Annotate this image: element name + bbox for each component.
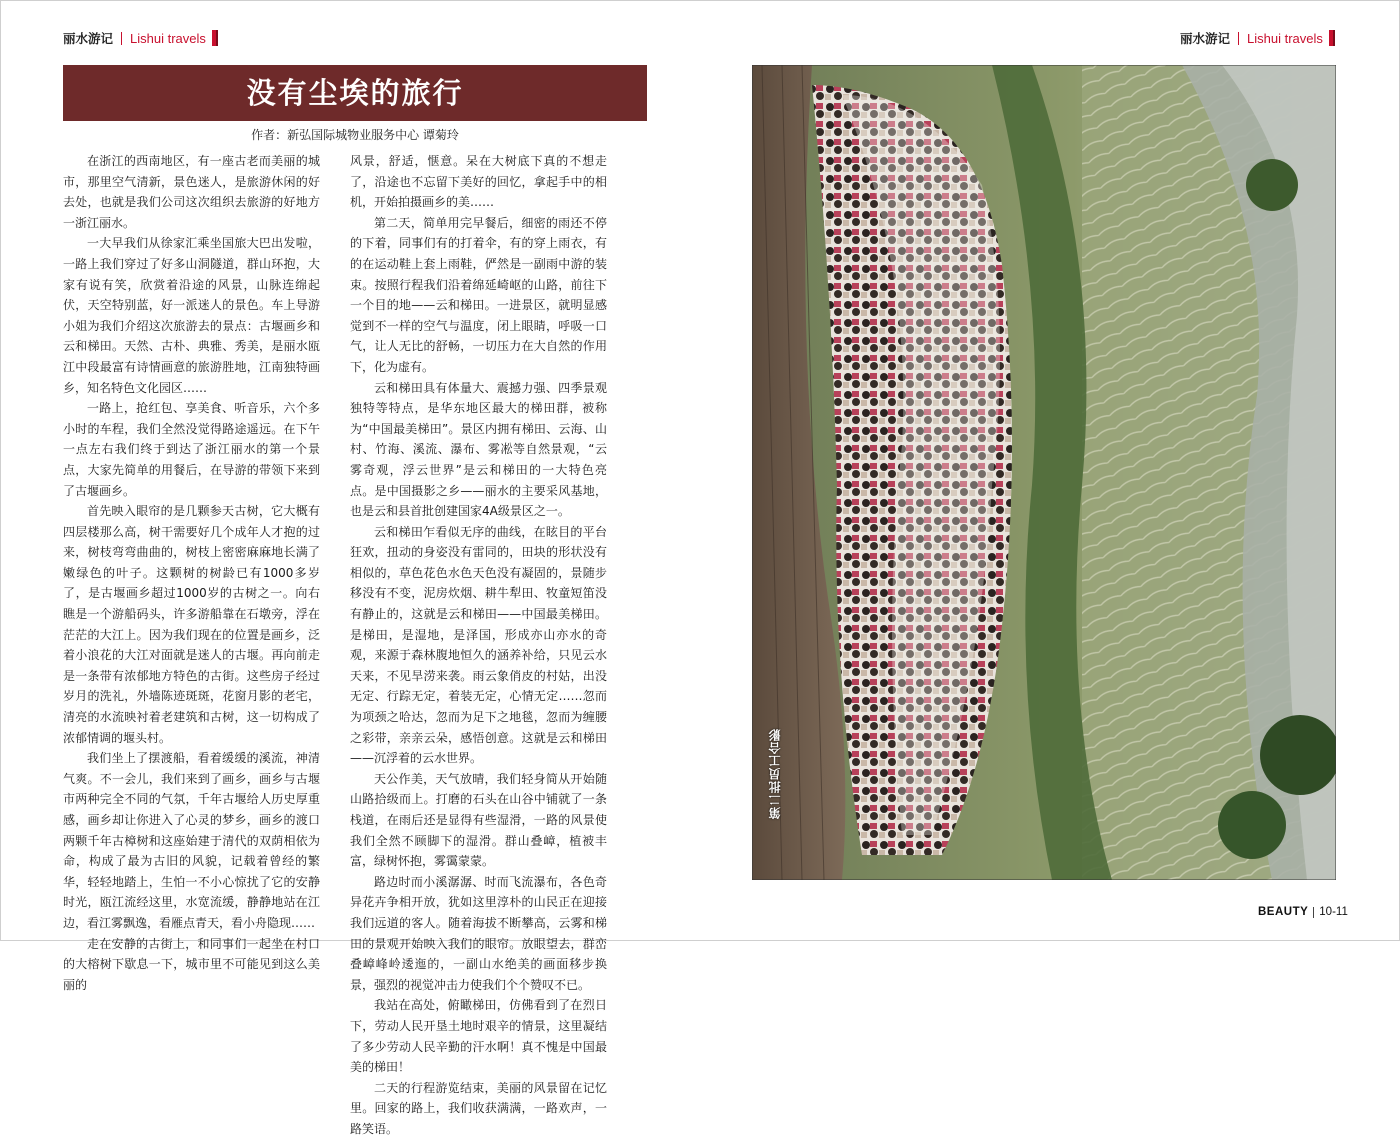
paragraph: 我们坐上了摆渡船，看着缓缓的溪流，神清气爽。不一会儿，我们来到了画乡，画乡与古堰市两种完全不同的气氛，千年古堰给人历史厚重感，画乡却让你进入了心灵的梦乡，画乡的渡口两颗千年古樟树和这座始建于清代的双荫相依为命，构成了最为古旧的风貌，记载着曾经的繁华，轻轻地踏上，生怕一不小心惊扰了它的安静时光，瓯江流经这里，水宽流缓，静静地站在江边，看江雾飘逸，看雁点青天，看小舟隐现…… <box>63 751 320 930</box>
header-section-en: Lishui travels <box>130 30 206 46</box>
paragraph: 在浙江的西南地区，有一座古老而美丽的城市，那里空气清新，景色迷人，是旅游休闲的好去处，也就是我们公司这次组织去旅游的好地方一浙江丽水。 <box>63 154 320 230</box>
title-band <box>63 65 647 121</box>
header-red-marker <box>212 30 218 46</box>
group-photo <box>752 65 1336 880</box>
paragraph: 走在安静的古街上，和同事们一起坐在村口的大榕树下歇息一下，城市里不可能见到这么美丽的 <box>63 936 320 992</box>
paragraph: 云和梯田乍看似无序的曲线，在眩目的平台狂欢，扭动的身姿没有雷同的，田块的形状没有相似的，草色花色水色天色没有凝固的，景随步移没有不变，泥房炊烟、耕牛犁田、牧童短笛没有静止的，这就是云和梯田——中国最美梯田。是梯田，是湿地，是泽国，形成亦山亦水的奇观，来源于森林腹地恒久的涵养补给，只见云水天来，不见旱涝来袭。雨云象俏皮的村姑，出没无定、行踪无定，着装无定，心情无定……忽而为项颈之哈达，忽而为足下之地毯，忽而为缠腰之彩带，亲亲云朵，感悟创意。这就是云和梯田——沉浮着的云水世界。 <box>350 524 607 766</box>
header-section-cn: 丽水游记 <box>63 31 114 46</box>
paragraph: 云和梯田具有体量大、震撼力强、四季景观独特等特点，是华东地区最大的梯田群，被称为“中国最美梯田”。景区内拥有梯田、云海、山村、竹海、溪流、瀑布、雾凇等自然景观，“云雾奇观，浮云世界”是云和梯田的一大特色亮点。是中国摄影之乡——丽水的主要采风基地，也是云和县首批创建国家4A级景区之一。 <box>350 380 607 519</box>
paragraph-continued: 风景，舒适，惬意。呆在大树底下真的不想走了，沿途也不忘留下美好的回忆，拿起手中的相机，开始拍摄画乡的美…… <box>350 154 607 210</box>
text-column-1 <box>63 151 320 995</box>
header-section-en: Lishui travels <box>1247 30 1323 46</box>
magazine-name: BEAUTY <box>1258 906 1309 918</box>
paragraph: 一路上，抢红包、享美食、听音乐，六个多小时的车程，我们全然没觉得路途遥远。在下午一点左右我们终于到达了浙江丽水的第一个景点，大家先简单的用餐后，在导游的带领下来到了古堰画乡。 <box>63 401 320 498</box>
paragraph: 第二天，简单用完早餐后，细密的雨还不停的下着，同事们有的打着伞，有的穿上雨衣，有的在运动鞋上套上雨鞋，俨然是一副雨中游的装束。按照行程我们沿着绵延崎岖的山路，前往下一个目的地——云和梯田。一进景区，就明显感觉到不一样的空气与温度，闭上眼睛，呼吸一口气，让人无比的舒畅，一切压力在大自然的作用下，化为虚有。 <box>350 215 607 374</box>
article-title: 没有尘埃的旅行 <box>246 76 464 110</box>
running-header-right <box>1180 29 1335 47</box>
group-photo-illustration <box>752 65 1336 880</box>
header-section-cn: 丽水游记 <box>1180 31 1231 46</box>
header-divider <box>1238 32 1239 45</box>
paragraph: 首先映入眼帘的是几颗参天古树，它大概有四层楼那么高，树干需要好几个成年人才抱的过来，树枝弯弯曲曲的，树枝上密密麻麻地长满了嫩绿色的叶子。这颗树的树龄已有1000多岁了，是古堰画乡超过1000岁的古树之一。向右瞧是一个游船码头，许多游船靠在石墩旁，浮在茫茫的大江上。因为我们现在的位置是画乡，泛着小浪花的大江对面就是迷人的古堰。再向前走是一条带有浓郁地方特色的古街。这些房子经过岁月的洗礼，外墙陈迹斑斑，花窗月影的老宅，清亮的水流映衬着老建筑和古树，这一切构成了浓郁情调的堰头村。 <box>63 504 320 745</box>
paragraph: 一大早我们从徐家汇乘坐国旅大巴出发啦，一路上我们穿过了好多山洞隧道，群山环抱，大家有说有笑，欣赏着沿途的风景，山脉连绵起伏，天空特别蓝，好一派迷人的景色。车上导游小姐为我们介绍这次旅游去的景点：古堰画乡和云和梯田。天然、古朴、典雅、秀美，是丽水瓯江中段最富有诗情画意的旅游胜地，江南独特画乡，知名特色文化园区…… <box>63 236 320 395</box>
folio-divider <box>1313 907 1314 918</box>
photo-caption: 第二批员工合影 <box>768 728 782 819</box>
page-folio <box>1258 906 1348 918</box>
page-numbers: 10-11 <box>1319 906 1348 918</box>
running-header-left <box>63 29 218 47</box>
text-column-2 <box>350 151 607 1140</box>
paragraph: 天公作美，天气放晴，我们轻身简从开始随山路拾级而上。打磨的石头在山谷中铺就了一条栈道，在雨后还是显得有些湿滑，一路的风景使我们全然不顾脚下的湿滑。群山叠嶂，植被丰富，绿树怀抱，雾霭蒙蒙。 <box>350 771 607 869</box>
paragraph: 二天的行程游览结束，美丽的风景留在记忆里。回家的路上，我们收获满满，一路欢声，一路笑语。 <box>350 1080 607 1136</box>
article-byline: 作者：新弘国际城物业服务中心 谭菊玲 <box>251 128 459 142</box>
header-divider <box>121 32 122 45</box>
header-red-marker <box>1329 30 1335 46</box>
paragraph: 路边时而小溪潺潺、时而飞流瀑布，各色奇异花卉争相开放，犹如这里淳朴的山民正在迎接我们远道的客人。随着海拔不断攀高，云雾和梯田的景观开始映入我们的眼帘。放眼望去，群峦叠嶂峰岭逶迤的，一副山水绝美的画面移步换景，强烈的视觉冲击力使我们个个赞叹不已。 <box>350 874 607 992</box>
paragraph: 我站在高处，俯瞰梯田，仿佛看到了在烈日下，劳动人民开垦土地时艰辛的情景，这里凝结了多少劳动人民辛勤的汗水啊！真不愧是中国最美的梯田！ <box>350 998 607 1075</box>
